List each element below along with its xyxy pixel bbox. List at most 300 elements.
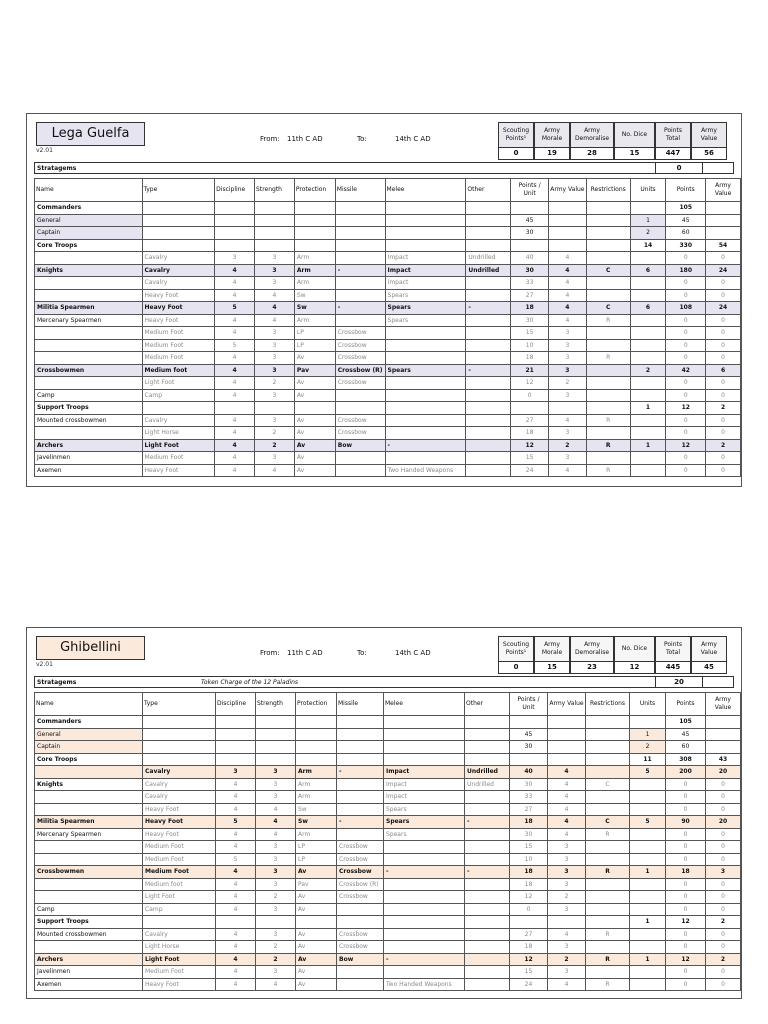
table-cell xyxy=(630,352,666,365)
table-cell xyxy=(384,728,465,741)
table-cell xyxy=(143,753,216,766)
table-cell: Crossbow xyxy=(337,941,384,954)
table-cell: 3 xyxy=(548,878,586,891)
column-header: Other xyxy=(466,179,511,202)
table-cell: 108 xyxy=(666,302,706,315)
table-cell xyxy=(706,227,741,240)
table-cell: 0 xyxy=(666,903,706,916)
table-cell xyxy=(586,289,630,302)
table-cell: Crossbowmen xyxy=(35,364,143,377)
table-cell: 0 xyxy=(666,277,706,290)
table-cell xyxy=(586,339,630,352)
table-cell xyxy=(630,202,666,215)
column-header: Type xyxy=(142,179,215,202)
summary-header: No. Dice xyxy=(615,123,654,147)
table-cell: R xyxy=(586,953,630,966)
table-cell: 0 xyxy=(706,464,741,477)
table-cell: Medium Foot xyxy=(143,841,216,854)
table-cell: 308 xyxy=(666,753,706,766)
table-cell xyxy=(630,841,666,854)
summary-box xyxy=(691,636,727,674)
table-row xyxy=(35,841,741,854)
table-cell xyxy=(384,841,465,854)
table-cell: 12 xyxy=(666,402,706,415)
table-cell xyxy=(142,214,215,227)
table-cell: - xyxy=(466,364,511,377)
table-cell: 0 xyxy=(706,828,741,841)
table-cell xyxy=(296,728,337,741)
table-row xyxy=(35,816,741,829)
table-cell: 3 xyxy=(256,778,296,791)
table-cell xyxy=(255,402,295,415)
table-cell: 5 xyxy=(216,816,256,829)
table-cell: 5 xyxy=(630,766,666,779)
table-cell: 3 xyxy=(255,389,295,402)
table-cell: Cavalry xyxy=(143,791,216,804)
table-cell xyxy=(35,841,143,854)
table-cell: 1 xyxy=(630,214,666,227)
table-cell xyxy=(384,878,465,891)
table-cell xyxy=(630,941,666,954)
table-cell: 45 xyxy=(666,728,706,741)
table-cell: 0 xyxy=(706,427,741,440)
table-cell: Medium Foot xyxy=(142,339,215,352)
table-cell: R xyxy=(586,828,630,841)
table-cell: 3 xyxy=(255,339,295,352)
table-cell: Medium foot xyxy=(143,878,216,891)
table-cell: Medium Foot xyxy=(142,452,215,465)
army-title: Ghibellini xyxy=(36,636,145,660)
table-cell xyxy=(586,753,630,766)
summary-box xyxy=(614,636,655,674)
table-cell: 1 xyxy=(630,866,666,879)
table-cell: 4 xyxy=(548,978,586,991)
table-cell: 5 xyxy=(630,816,666,829)
table-cell: 43 xyxy=(706,753,741,766)
table-cell: Spears xyxy=(384,816,465,829)
table-cell xyxy=(466,202,511,215)
table-cell xyxy=(586,878,630,891)
table-cell: 18 xyxy=(666,866,706,879)
table-cell xyxy=(385,327,466,340)
table-cell: 0 xyxy=(706,966,741,979)
table-row xyxy=(35,352,741,365)
version-label: v2.01 xyxy=(36,661,53,668)
table-cell: General xyxy=(35,728,143,741)
table-cell: 4 xyxy=(215,352,255,365)
table-cell xyxy=(337,966,384,979)
header-row xyxy=(35,693,741,716)
table-cell: 4 xyxy=(549,264,587,277)
table-cell: 15 xyxy=(511,452,549,465)
table-cell xyxy=(337,916,384,929)
table-cell: Av xyxy=(296,953,337,966)
table-cell xyxy=(466,452,511,465)
table-cell: Spears xyxy=(385,302,466,315)
table-cell: 2 xyxy=(255,427,295,440)
table-cell xyxy=(511,402,549,415)
table-cell: 3 xyxy=(256,878,296,891)
table-cell: Spears xyxy=(385,314,466,327)
table-cell xyxy=(216,741,256,754)
table-cell: 27 xyxy=(510,928,548,941)
table-row xyxy=(35,891,741,904)
table-cell: 0 xyxy=(666,966,706,979)
table-cell xyxy=(384,928,465,941)
army-title: Lega Guelfa xyxy=(36,122,145,146)
table-cell xyxy=(630,716,666,729)
table-cell: 330 xyxy=(666,239,706,252)
table-cell: 27 xyxy=(510,803,548,816)
column-header: Missile xyxy=(335,179,385,202)
table-cell: 3 xyxy=(255,352,295,365)
table-cell: 3 xyxy=(548,966,586,979)
table-row xyxy=(35,227,741,240)
table-cell: 4 xyxy=(549,252,587,265)
table-row xyxy=(35,928,741,941)
table-cell: 30 xyxy=(510,741,548,754)
column-header: Melee xyxy=(384,693,465,716)
table-cell: Av xyxy=(296,978,337,991)
table-cell: 4 xyxy=(255,464,295,477)
table-cell: Heavy Foot xyxy=(142,302,215,315)
table-cell: Impact xyxy=(384,778,465,791)
table-cell xyxy=(511,239,549,252)
table-cell: 3 xyxy=(256,791,296,804)
table-cell xyxy=(586,966,630,979)
table-cell xyxy=(466,439,511,452)
table-cell xyxy=(630,891,666,904)
column-header: Strength xyxy=(255,179,295,202)
table-cell: C xyxy=(586,302,630,315)
table-cell: General xyxy=(35,214,143,227)
table-cell: 0 xyxy=(666,928,706,941)
table-cell: 4 xyxy=(549,314,587,327)
table-cell xyxy=(586,427,630,440)
table-cell: 24 xyxy=(706,302,741,315)
table-cell: 18 xyxy=(510,816,548,829)
table-row xyxy=(35,214,741,227)
table-cell xyxy=(549,239,587,252)
table-cell xyxy=(35,941,143,954)
table-cell xyxy=(510,716,548,729)
table-cell: 3 xyxy=(549,389,587,402)
summary-header: Points Total xyxy=(656,123,690,147)
table-cell xyxy=(586,202,630,215)
table-cell: Militia Spearmen xyxy=(35,302,143,315)
table-cell: Av xyxy=(294,452,335,465)
to-value: 14th C AD xyxy=(395,135,431,143)
table-cell xyxy=(256,916,296,929)
table-cell: 4 xyxy=(215,377,255,390)
table-cell: Archers xyxy=(35,439,143,452)
table-cell: Light Horse xyxy=(143,941,216,954)
table-cell xyxy=(35,878,143,891)
table-cell xyxy=(586,728,630,741)
stratagems-label: Stratagems xyxy=(37,679,77,686)
table-cell xyxy=(294,202,335,215)
table-cell xyxy=(465,953,510,966)
table-cell xyxy=(35,853,143,866)
stratagem-points: 20 xyxy=(655,676,703,688)
table-cell: 4 xyxy=(216,928,256,941)
table-cell xyxy=(586,239,630,252)
table-cell: Cavalry xyxy=(142,414,215,427)
table-cell: 18 xyxy=(510,878,548,891)
table-cell xyxy=(256,741,296,754)
table-row xyxy=(35,803,741,816)
table-cell xyxy=(548,916,586,929)
table-cell: R xyxy=(586,352,630,365)
table-cell xyxy=(466,414,511,427)
table-cell xyxy=(255,227,295,240)
table-cell: 12 xyxy=(511,377,549,390)
table-row xyxy=(35,778,741,791)
table-cell: 4 xyxy=(255,302,295,315)
column-header: Points xyxy=(666,693,706,716)
to-value: 14th C AD xyxy=(395,649,431,657)
table-cell: Sw xyxy=(294,289,335,302)
table-cell: LP xyxy=(296,841,337,854)
table-cell: 3 xyxy=(256,866,296,879)
table-cell: 2 xyxy=(630,364,666,377)
table-cell: 4 xyxy=(548,791,586,804)
table-cell: 0 xyxy=(666,828,706,841)
troops-table xyxy=(34,692,741,991)
table-cell: R xyxy=(586,978,630,991)
table-cell xyxy=(296,916,337,929)
summary-header: Scouting Points¹ xyxy=(499,123,533,147)
table-cell xyxy=(335,277,385,290)
table-cell: 12 xyxy=(666,439,706,452)
table-cell: Mercenary Spearmen xyxy=(35,828,143,841)
table-cell xyxy=(586,452,630,465)
table-cell: Crossbow xyxy=(335,327,385,340)
table-cell: Crossbow xyxy=(337,891,384,904)
table-cell: 2 xyxy=(255,439,295,452)
table-cell: Bow xyxy=(335,439,385,452)
table-cell xyxy=(142,239,215,252)
summary-value: 56 xyxy=(692,147,726,159)
summary-value: 0 xyxy=(499,147,533,159)
table-cell: 4 xyxy=(548,766,586,779)
table-cell: 0 xyxy=(666,778,706,791)
column-header: Name xyxy=(35,693,143,716)
table-cell: Cavalry xyxy=(142,277,215,290)
table-cell: Core Troops xyxy=(35,753,143,766)
table-cell xyxy=(337,791,384,804)
column-header: Points xyxy=(666,179,706,202)
table-cell: 42 xyxy=(666,364,706,377)
table-cell: 0 xyxy=(706,853,741,866)
table-cell: 0 xyxy=(706,252,741,265)
table-cell xyxy=(586,853,630,866)
table-cell xyxy=(143,728,216,741)
table-cell: 4 xyxy=(256,816,296,829)
table-cell xyxy=(548,753,586,766)
table-cell: 3 xyxy=(256,966,296,979)
table-cell xyxy=(630,414,666,427)
table-cell: Medium Foot xyxy=(142,327,215,340)
table-cell xyxy=(466,352,511,365)
table-cell: 12 xyxy=(666,916,706,929)
table-cell: 0 xyxy=(666,891,706,904)
table-cell xyxy=(35,766,143,779)
summary-box xyxy=(614,122,655,160)
table-cell: 4 xyxy=(548,778,586,791)
table-cell: 4 xyxy=(216,828,256,841)
table-cell: 10 xyxy=(511,339,549,352)
table-cell xyxy=(630,803,666,816)
table-cell: 0 xyxy=(666,464,706,477)
table-cell: 2 xyxy=(548,891,586,904)
table-cell xyxy=(510,916,548,929)
table-row xyxy=(35,728,741,741)
table-cell xyxy=(630,289,666,302)
column-header: Restrictions xyxy=(586,693,630,716)
table-cell: 4 xyxy=(216,791,256,804)
table-cell: Crossbow xyxy=(335,339,385,352)
table-cell: Pav xyxy=(296,878,337,891)
table-cell xyxy=(465,741,510,754)
table-cell xyxy=(465,803,510,816)
table-cell xyxy=(630,966,666,979)
table-cell xyxy=(466,402,511,415)
column-header: Units xyxy=(630,693,666,716)
table-cell: 30 xyxy=(511,314,549,327)
table-cell xyxy=(511,202,549,215)
table-cell xyxy=(143,916,216,929)
table-cell: - xyxy=(335,264,385,277)
table-cell xyxy=(630,828,666,841)
table-cell xyxy=(385,427,466,440)
table-cell: Crossbow xyxy=(335,352,385,365)
table-cell xyxy=(630,928,666,941)
table-cell: Arm xyxy=(294,277,335,290)
table-cell: 0 xyxy=(666,389,706,402)
table-cell: 0 xyxy=(666,841,706,854)
summary-header: No. Dice xyxy=(615,637,654,661)
table-cell xyxy=(630,903,666,916)
table-cell xyxy=(510,753,548,766)
table-cell: 3 xyxy=(549,364,587,377)
table-cell: Spears xyxy=(385,364,466,377)
army-sheet-1 xyxy=(26,113,742,487)
table-cell: 0 xyxy=(706,452,741,465)
table-cell xyxy=(465,753,510,766)
table-cell: 4 xyxy=(548,828,586,841)
section-row xyxy=(35,753,741,766)
table-cell: Av xyxy=(294,464,335,477)
table-cell: 18 xyxy=(511,352,549,365)
table-cell: 2 xyxy=(630,227,666,240)
table-cell xyxy=(549,214,587,227)
table-cell: Av xyxy=(294,414,335,427)
table-cell xyxy=(466,314,511,327)
table-cell xyxy=(465,966,510,979)
table-cell xyxy=(337,828,384,841)
table-cell: Av xyxy=(294,427,335,440)
table-cell xyxy=(143,716,216,729)
table-cell: 4 xyxy=(256,803,296,816)
table-cell: 0 xyxy=(666,339,706,352)
table-cell xyxy=(256,753,296,766)
table-cell xyxy=(465,728,510,741)
table-cell xyxy=(335,214,385,227)
section-row xyxy=(35,716,741,729)
table-cell: Camp xyxy=(142,389,215,402)
table-cell: 3 xyxy=(549,352,587,365)
table-cell: R xyxy=(586,866,630,879)
table-cell: 4 xyxy=(548,928,586,941)
table-cell: 0 xyxy=(666,252,706,265)
table-cell: - xyxy=(465,816,510,829)
table-cell: - xyxy=(337,766,384,779)
summary-value: 45 xyxy=(692,661,726,673)
table-cell xyxy=(296,716,337,729)
table-cell: 0 xyxy=(706,377,741,390)
table-cell: 0 xyxy=(511,389,549,402)
table-cell: 2 xyxy=(549,377,587,390)
summary-value: 12 xyxy=(615,661,654,673)
column-header: Discipline xyxy=(215,179,255,202)
table-cell: 15 xyxy=(510,841,548,854)
table-cell: Archers xyxy=(35,953,143,966)
table-cell: Support Troops xyxy=(35,402,143,415)
table-cell: Camp xyxy=(143,903,216,916)
table-cell: 0 xyxy=(706,878,741,891)
table-cell: Commanders xyxy=(35,716,143,729)
table-cell xyxy=(215,239,255,252)
table-row xyxy=(35,439,741,452)
table-cell xyxy=(465,903,510,916)
table-row xyxy=(35,866,741,879)
table-cell xyxy=(586,389,630,402)
table-cell: Heavy Foot xyxy=(142,289,215,302)
table-cell: Undrilled xyxy=(466,252,511,265)
column-header: Other xyxy=(465,693,510,716)
table-cell: 4 xyxy=(215,364,255,377)
table-cell xyxy=(335,452,385,465)
table-cell xyxy=(294,402,335,415)
table-cell: 24 xyxy=(510,978,548,991)
stratagems-value: Token Charge of the 12 Paladins xyxy=(201,679,299,686)
table-cell: Crossbow (R) xyxy=(335,364,385,377)
column-header: Discipline xyxy=(216,693,256,716)
table-cell xyxy=(385,389,466,402)
table-cell: 2 xyxy=(706,402,741,415)
table-cell: 27 xyxy=(511,289,549,302)
table-cell: 0 xyxy=(706,352,741,365)
table-row xyxy=(35,941,741,954)
table-cell xyxy=(630,464,666,477)
table-cell xyxy=(35,277,143,290)
table-cell: 3 xyxy=(255,364,295,377)
table-cell: Crossbow xyxy=(337,841,384,854)
table-cell: 4 xyxy=(216,841,256,854)
summary-value: 15 xyxy=(615,147,654,159)
table-cell: Camp xyxy=(35,389,143,402)
table-cell xyxy=(216,716,256,729)
table-cell: Light Foot xyxy=(143,891,216,904)
table-cell: 1 xyxy=(630,916,666,929)
table-cell xyxy=(335,314,385,327)
table-cell: 4 xyxy=(216,953,256,966)
table-cell xyxy=(216,728,256,741)
table-cell xyxy=(466,239,511,252)
table-cell xyxy=(548,728,586,741)
table-cell: 180 xyxy=(666,264,706,277)
